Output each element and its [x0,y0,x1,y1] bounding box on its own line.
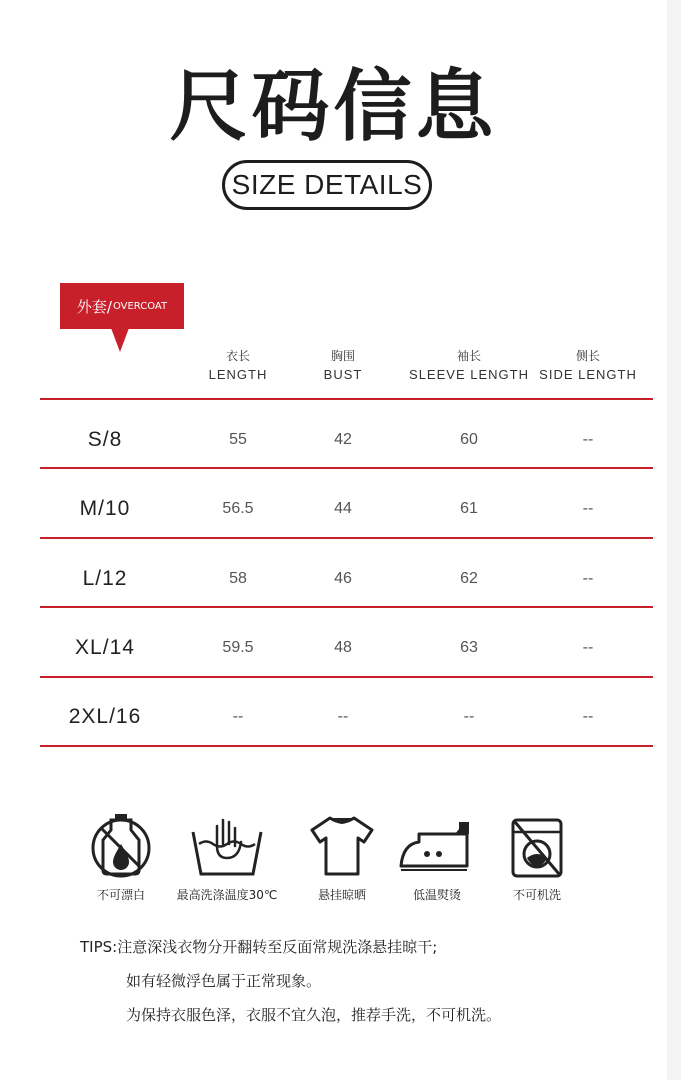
care-item-no-machine-wash [482,812,592,903]
sleeve-length-cell: 60 [460,431,478,448]
table-row [40,614,653,682]
care-item-no-bleach [66,812,176,903]
column-header-cn: 侧长 [575,349,600,363]
category-tag-cn: 外套/ [76,297,112,316]
table-row [40,475,653,543]
side-length-cell: -- [582,500,594,517]
care-label: 不可机洗 [512,888,561,902]
side-length-cell: -- [582,639,594,656]
length-cell: 55 [229,431,247,448]
table-row [40,683,653,751]
side-length-cell: -- [582,570,594,587]
tips-line: 为保持衣服色泽，衣服不宜久泡，推荐手洗，不可机洗。 [126,1006,502,1024]
column-header-en: SIDE LENGTH [539,367,637,382]
care-item-hang-dry [287,812,397,903]
low-iron-icon [397,812,477,880]
no-machine-wash-icon [505,812,569,880]
sleeve-length-cell: 63 [460,639,478,656]
length-cell: 59.5 [222,639,254,656]
sleeve-length-cell: 61 [460,500,478,517]
length-cell: 58 [229,570,247,587]
column-header-sleeve-length [408,347,530,385]
care-label: 低温熨烫 [412,888,461,902]
table-row [40,545,653,613]
category-tag-en: OVERCOAT [112,300,168,312]
bust-cell: 46 [334,570,352,587]
column-header-cn: 袖长 [456,349,481,363]
page-title: 尺码信息 [169,62,498,152]
sleeve-length-cell: -- [463,708,475,725]
column-header-side-length [532,347,644,385]
length-cell: -- [232,708,244,725]
care-label: 最高洗涤温度30℃ [176,888,278,902]
tips-line: 如有轻微浮色属于正常现象。 [126,972,322,990]
size-cell: L/12 [82,567,128,590]
side-length-cell: -- [582,708,594,725]
page-edge-strip [667,0,681,1080]
bust-cell: -- [337,708,349,725]
bust-cell: 48 [334,639,352,656]
table-divider [40,398,653,400]
care-item-low-iron [382,812,492,903]
side-length-cell: -- [582,431,594,448]
bust-cell: 44 [334,500,352,517]
column-header-en: BUST [323,367,363,382]
care-item-hand-wash [172,812,282,903]
page-subtitle-pill [222,160,432,210]
table-row [40,406,653,474]
category-tag [60,283,184,329]
length-cell: 56.5 [222,500,254,517]
column-header-cn: 胸围 [330,349,355,363]
page-subtitle: SIZE DETAILS [231,169,423,200]
sleeve-length-cell: 62 [460,570,478,587]
care-label: 不可漂白 [96,888,145,902]
size-cell: M/10 [79,497,131,520]
care-tips [80,930,501,1032]
column-header-length [188,347,288,385]
size-cell: 2XL/16 [68,705,142,728]
column-header-en: SLEEVE LENGTH [409,367,529,382]
hand-wash-icon [187,812,267,880]
column-header-en: LENGTH [208,367,268,382]
no-bleach-icon [89,812,153,880]
size-cell: XL/14 [75,636,135,659]
care-label: 悬挂晾晒 [317,888,366,902]
size-cell: S/8 [87,428,123,451]
hang-dry-icon [306,812,378,880]
category-tag-pointer [111,328,129,352]
bust-cell: 42 [334,431,352,448]
column-header-bust [293,347,393,385]
tips-line: TIPS:注意深浅衣物分开翻转至反面常规洗涤悬挂晾干; [80,938,438,956]
column-header-cn: 衣长 [225,349,250,363]
